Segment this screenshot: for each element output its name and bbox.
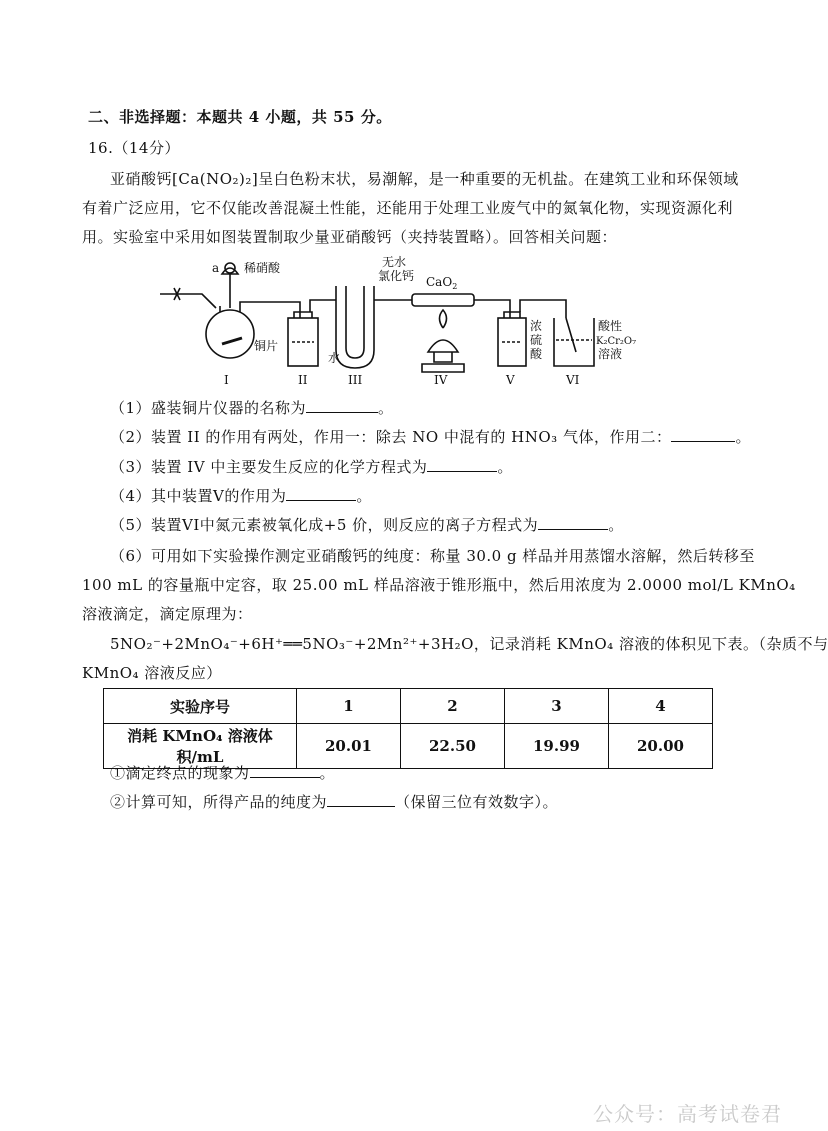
label-copper: 铜片 xyxy=(254,339,279,353)
question-3 xyxy=(110,456,513,477)
table-row-label: 消耗 KMnO₄ 溶液体积/mL xyxy=(104,724,297,769)
table-trial-cell: 1 xyxy=(297,689,401,724)
answer-blank-6[interactable] xyxy=(250,763,320,778)
subquestion-2-text: ②计算可知，所得产品的纯度为 xyxy=(110,793,328,811)
period: 。 xyxy=(735,428,751,446)
question-3-text: （3）装置 IV 中主要发生反应的化学方程式为 xyxy=(110,458,428,476)
period: 。 xyxy=(356,487,372,505)
label-anhydrous-2: 氯化钙 xyxy=(378,269,415,283)
period: 。 xyxy=(497,458,513,476)
subquestion-1 xyxy=(110,762,335,783)
label-solution: 溶液 xyxy=(598,347,623,361)
apparatus-label-iii: III xyxy=(348,373,363,387)
answer-blank-3[interactable] xyxy=(427,457,497,472)
answer-blank-7[interactable] xyxy=(327,792,395,807)
alcohol-lamp xyxy=(428,340,458,362)
period: 。 xyxy=(608,516,624,534)
question-1 xyxy=(110,397,394,418)
beaker-vi xyxy=(554,318,594,366)
table-trial-cell: 4 xyxy=(609,689,713,724)
apparatus-label-ii: II xyxy=(298,373,308,387)
watermark: 公众号：高考试卷君 xyxy=(593,1102,782,1126)
answer-blank-5[interactable] xyxy=(538,515,608,530)
period: 。 xyxy=(319,764,336,782)
table-volume-cell: 20.01 xyxy=(297,724,401,769)
label-cao: CaO$_2$ xyxy=(426,275,458,291)
copper-strip xyxy=(222,338,242,344)
table-trial-cell: 3 xyxy=(505,689,609,724)
question-1-text: （1）盛装铜片仪器的名称为 xyxy=(110,399,307,417)
answer-blank-4[interactable] xyxy=(286,486,356,501)
table-volume-cell: 20.00 xyxy=(609,724,713,769)
answer-blank-1[interactable] xyxy=(306,398,378,413)
subquestion-2-note: （保留三位有效数字）。 xyxy=(395,793,559,811)
titration-equation: 5NO₂⁻+2MnO₄⁻+6H⁺══5NO₃⁻+2Mn²⁺+3H₂O，记录消耗 KMnO₄ 溶液的体积见下表。（杂质不与 xyxy=(110,635,828,653)
label-a: a xyxy=(212,261,220,275)
titration-table xyxy=(103,688,713,769)
intro-line-3: 用。实验室中采用如图装置制取少量亚硝酸钙（夹持装置略）。回答相关问题： xyxy=(82,228,618,246)
table-trial-cell: 2 xyxy=(401,689,505,724)
apparatus-label-v: V xyxy=(506,373,515,387)
question-5-text: （5）装置VI中氮元素被氧化成+5 价，则反应的离子方程式为 xyxy=(110,516,539,534)
label-conc-3: 酸 xyxy=(530,347,543,361)
apparatus-label-i: I xyxy=(224,373,229,387)
question-4 xyxy=(110,485,372,506)
answer-blank-2[interactable] xyxy=(671,427,735,442)
label-anhydrous-1: 无水 xyxy=(382,255,407,269)
apparatus-diagram xyxy=(150,255,637,388)
flask-i xyxy=(206,310,254,358)
reaction-tube-iv xyxy=(412,294,474,306)
question-5 xyxy=(110,514,624,535)
question-6-line-2: 100 mL 的容量瓶中定容，取 25.00 mL 样品溶液于锥形瓶中，然后用浓度为 2.0000 mol/L KMnO₄ xyxy=(82,576,796,594)
intro-line-2: 有着广泛应用，它不仅能改善混凝土性能，还能用于处理工业废气中的氮氧化物，实现资源化利 xyxy=(82,199,734,217)
inlet-tube xyxy=(160,294,216,308)
label-acidic: 酸性 xyxy=(598,319,623,333)
section-heading: 二、非选择题：本题共 4 小题，共 55 分。 xyxy=(88,108,392,126)
question-2-text: （2）装置 II 的作用有两处，作用一：除去 NO 中混有的 HNO₃ 气体，作用二： xyxy=(110,428,672,446)
question-header: 16.（14分） xyxy=(88,139,180,157)
subquestion-2 xyxy=(110,791,558,812)
label-water: 水 xyxy=(328,351,341,365)
question-4-text: （4）其中装置V的作用为 xyxy=(110,487,287,505)
apparatus-label-iv: IV xyxy=(434,373,448,387)
table-header-label: 实验序号 xyxy=(104,689,297,724)
table-volume-cell: 22.50 xyxy=(401,724,505,769)
table-row xyxy=(104,689,713,724)
question-6-line-1: （6）可用如下实验操作测定亚硝酸钙的纯度：称量 30.0 g 样品并用蒸馏水溶解，然后转移至 xyxy=(110,547,755,565)
label-dilute-nitric: 稀硝酸 xyxy=(244,261,281,275)
table-volume-cell: 19.99 xyxy=(505,724,609,769)
dropping-funnel xyxy=(222,268,238,308)
label-conc-2: 硫 xyxy=(530,333,543,347)
period: 。 xyxy=(378,399,394,417)
label-k2cr2o7: K₂Cr₂O₇ xyxy=(596,336,637,347)
question-2 xyxy=(110,426,751,447)
subquestion-1-text: ①滴定终点的现象为 xyxy=(110,764,250,782)
question-6-line-3: 溶液滴定，滴定原理为： xyxy=(82,605,253,623)
titration-equation-cont: KMnO₄ 溶液反应） xyxy=(82,664,222,682)
apparatus-label-vi: VI xyxy=(566,373,580,387)
label-conc-1: 浓 xyxy=(530,319,543,333)
intro-line-1: 亚硝酸钙[Ca(NO₂)₂]呈白色粉末状，易潮解，是一种重要的无机盐。在建筑工业和环保领域 xyxy=(110,170,739,188)
